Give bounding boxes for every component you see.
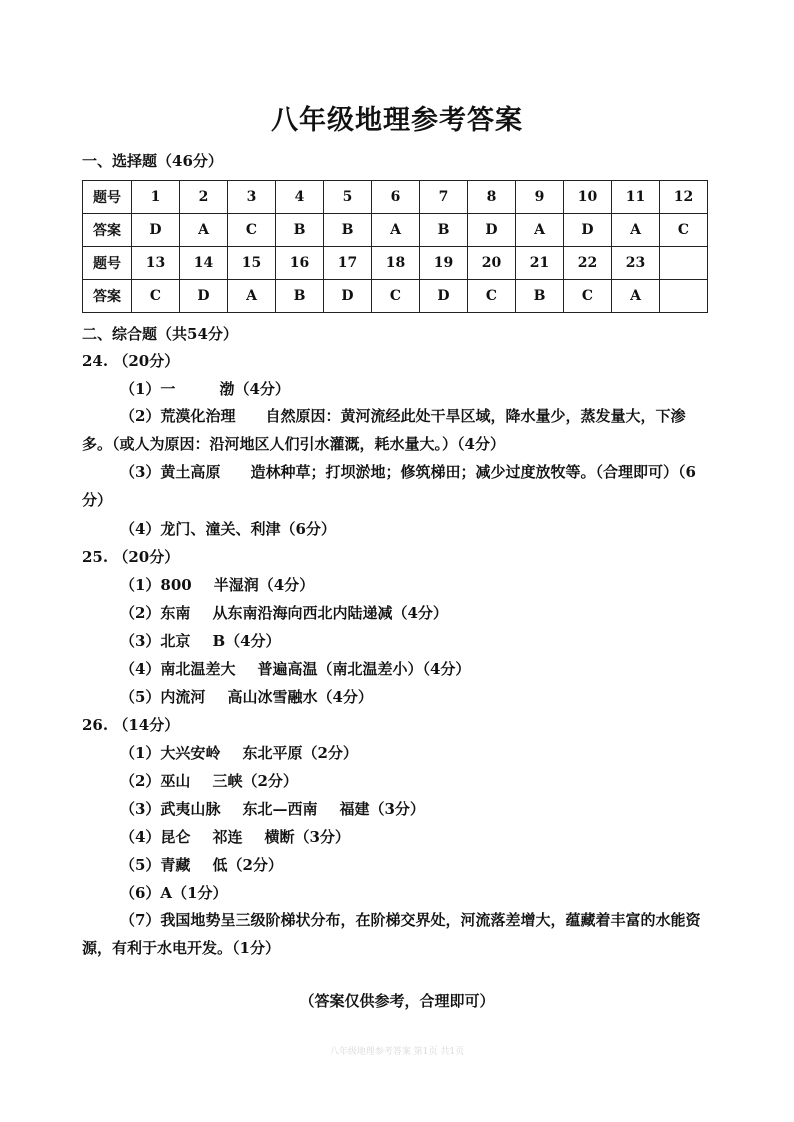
section-choice-heading: 一、选择题（46分） <box>82 152 223 170</box>
table-cell <box>660 280 708 313</box>
table-cell: 15 <box>228 247 276 280</box>
table-cell <box>660 247 708 280</box>
table-cell: B <box>516 280 564 313</box>
section-comprehensive-heading: 二、综合题（共54分） <box>82 325 238 343</box>
table-cell: 22 <box>564 247 612 280</box>
q25-answer-5: （5）内流河 高山冰雪融水（4分） <box>120 688 373 706</box>
q25-answer-1: （1）800 半湿润（4分） <box>120 576 315 594</box>
table-cell: 14 <box>180 247 228 280</box>
table-cell: A <box>612 214 660 247</box>
table-cell: C <box>660 214 708 247</box>
table-cell: 9 <box>516 181 564 214</box>
table-cell: 12 <box>660 181 708 214</box>
row-header: 题号 <box>83 181 132 214</box>
table-cell: B <box>276 214 324 247</box>
table-cell: B <box>324 214 372 247</box>
table-cell: B <box>276 280 324 313</box>
q24-answer-3: （3）黄土高原 造林种草；打坝淤地；修筑梯田；减少过度放牧等。（合理即可）（6分） <box>82 463 696 509</box>
table-cell: D <box>564 214 612 247</box>
table-cell: C <box>564 280 612 313</box>
table-cell: 19 <box>420 247 468 280</box>
table-cell: 4 <box>276 181 324 214</box>
table-cell: 20 <box>468 247 516 280</box>
table-row <box>83 247 708 280</box>
q26-answer-4: （4）昆仑 祁连 横断（3分） <box>120 828 350 846</box>
table-cell: B <box>420 214 468 247</box>
table-cell: 7 <box>420 181 468 214</box>
q25-heading: 25. （20分） <box>82 548 180 566</box>
q26-answer-2: （2）巫山 三峡（2分） <box>120 772 298 790</box>
table-cell: 10 <box>564 181 612 214</box>
q26-answer-3: （3）武夷山脉 东北—西南 福建（3分） <box>120 800 425 818</box>
table-cell: 17 <box>324 247 372 280</box>
table-cell: 2 <box>180 181 228 214</box>
table-cell: 8 <box>468 181 516 214</box>
table-cell: 16 <box>276 247 324 280</box>
table-cell: 1 <box>132 181 180 214</box>
table-cell: C <box>372 280 420 313</box>
table-cell: 6 <box>372 181 420 214</box>
q25-answer-2: （2）东南 从东南沿海向西北内陆递减（4分） <box>120 604 448 622</box>
table-cell: D <box>468 214 516 247</box>
row-header: 答案 <box>83 280 132 313</box>
row-header: 答案 <box>83 214 132 247</box>
table-cell: 23 <box>612 247 660 280</box>
q24-answer-4: （4）龙门、潼关、利津（6分） <box>120 520 336 538</box>
table-cell: 3 <box>228 181 276 214</box>
q26-answer-5: （5）青藏 低（2分） <box>120 856 283 874</box>
table-cell: D <box>132 214 180 247</box>
table-cell: 5 <box>324 181 372 214</box>
table-cell: C <box>468 280 516 313</box>
table-cell: C <box>132 280 180 313</box>
q26-answer-6: （6）A（1分） <box>120 884 228 902</box>
q25-answer-3: （3）北京 B（4分） <box>120 632 281 650</box>
table-cell: D <box>180 280 228 313</box>
page-title: 八年级地理参考答案 <box>271 105 523 136</box>
q26-answer-7: （7）我国地势呈三级阶梯状分布，在阶梯交界处，河流落差增大，蕴藏着丰富的水能资源，有利于水电开发。（1分） <box>82 911 701 957</box>
q26-heading: 26. （14分） <box>82 716 180 734</box>
page-footer-faint: 八年级地理参考答案 第1页 共1页 <box>329 1047 465 1057</box>
table-cell: 18 <box>372 247 420 280</box>
table-cell: A <box>516 214 564 247</box>
footer-note: （答案仅供参考，合理即可） <box>299 992 495 1010</box>
table-row <box>83 214 708 247</box>
table-cell: C <box>228 214 276 247</box>
row-header: 题号 <box>83 247 132 280</box>
table-cell: A <box>612 280 660 313</box>
answer-table <box>82 180 708 313</box>
table-cell: D <box>420 280 468 313</box>
table-row <box>83 280 708 313</box>
q25-answer-4: （4）南北温差大 普遍高温（南北温差小）（4分） <box>120 660 471 678</box>
table-cell: 11 <box>612 181 660 214</box>
q24-heading: 24. （20分） <box>82 352 180 370</box>
q24-answer-1: （1）一 渤（4分） <box>120 380 290 398</box>
table-cell: A <box>180 214 228 247</box>
table-cell: 21 <box>516 247 564 280</box>
q26-answer-1: （1）大兴安岭 东北平原（2分） <box>120 744 358 762</box>
table-cell: D <box>324 280 372 313</box>
table-cell: 13 <box>132 247 180 280</box>
q24-answer-2: （2）荒漠化治理 自然原因：黄河流经此处干旱区域，降水量少，蒸发量大，下渗多。（或人为原因：沿河地区人们引水灌溉，耗水量大。）（4分） <box>82 407 686 453</box>
table-row <box>83 181 708 214</box>
table-cell: A <box>372 214 420 247</box>
table-cell: A <box>228 280 276 313</box>
